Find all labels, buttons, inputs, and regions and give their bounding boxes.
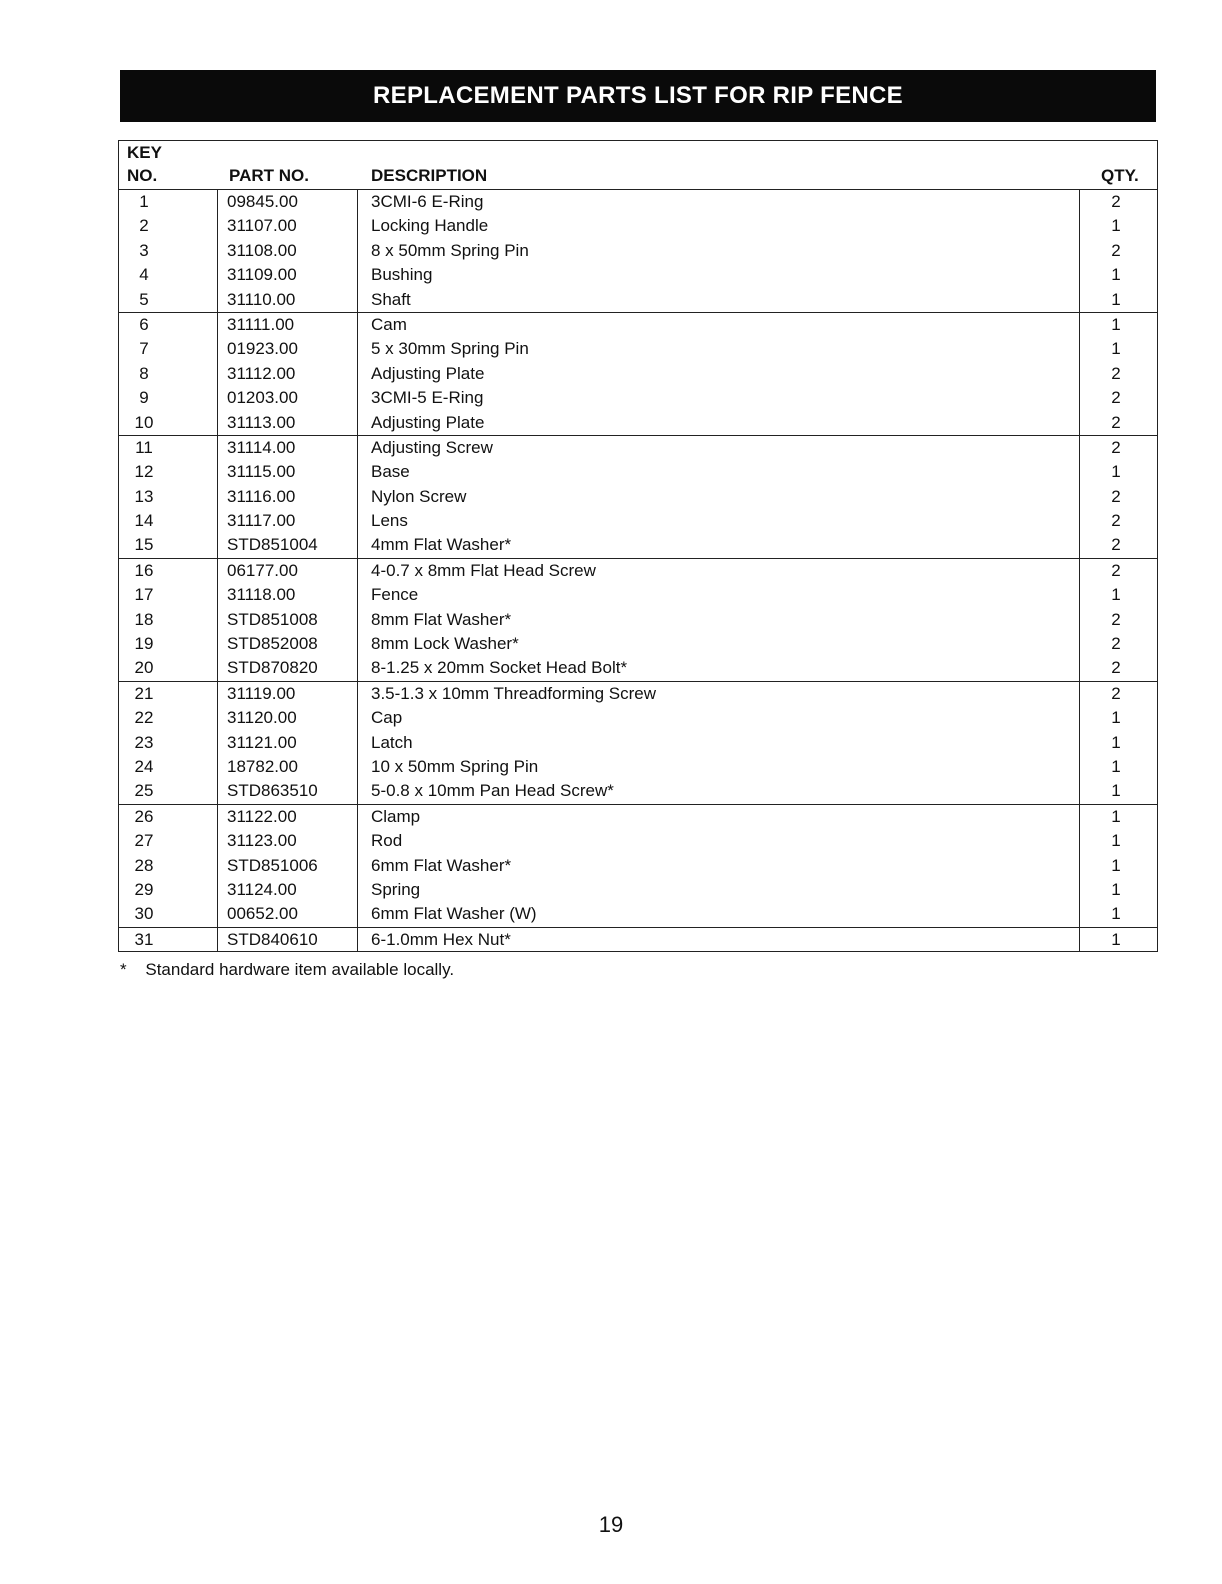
key-number: 12: [134, 462, 154, 482]
table-row: [119, 288, 1157, 312]
part-description: 3CMI-5 E-Ring: [371, 388, 484, 408]
key-number: 5: [139, 289, 149, 309]
key-number: 10: [134, 412, 154, 432]
key-number: 13: [134, 486, 154, 506]
part-quantity: 1: [1111, 831, 1121, 851]
header-qty: QTY.: [1101, 166, 1139, 185]
footnote: [120, 960, 454, 980]
header-key: KEY: [127, 143, 162, 162]
part-description: 8mm Flat Washer*: [371, 609, 512, 629]
table-row: [119, 854, 1157, 878]
part-number: 31111.00: [227, 314, 295, 334]
part-description: Latch: [371, 732, 413, 752]
part-description: 5 x 30mm Spring Pin: [371, 339, 529, 359]
part-number: STD851008: [227, 609, 318, 629]
table-row: [119, 263, 1157, 287]
part-quantity: 1: [1111, 289, 1121, 309]
part-description: Cap: [371, 708, 403, 728]
part-quantity: 2: [1111, 560, 1121, 580]
part-description: 8 x 50mm Spring Pin: [371, 240, 529, 260]
part-quantity: 2: [1111, 388, 1121, 408]
key-number: 15: [134, 535, 154, 555]
part-quantity: 2: [1111, 412, 1121, 432]
part-quantity: 2: [1111, 658, 1121, 678]
part-quantity: 2: [1111, 240, 1121, 260]
part-number: 31110.00: [227, 289, 296, 309]
footnote-text: Standard hardware item available locally.: [145, 960, 455, 979]
part-number: STD852008: [227, 634, 318, 654]
part-number: 31118.00: [227, 585, 296, 605]
part-quantity: 1: [1111, 756, 1121, 776]
table-row: [119, 558, 1157, 583]
part-number: 06177.00: [227, 560, 298, 580]
table-row: [119, 386, 1157, 410]
table-row: [119, 632, 1157, 656]
part-number: 09845.00: [227, 192, 298, 211]
part-description: Cam: [371, 314, 407, 334]
key-number: 11: [135, 437, 153, 457]
table-row: [119, 927, 1157, 952]
table-row: [119, 731, 1157, 755]
part-quantity: 1: [1111, 781, 1121, 801]
part-quantity: 2: [1111, 511, 1121, 531]
part-description: 4mm Flat Washer*: [371, 535, 512, 555]
part-quantity: 1: [1111, 879, 1121, 899]
table-row: [119, 755, 1157, 779]
key-number: 19: [134, 634, 154, 654]
table-row: [119, 509, 1157, 533]
key-number: 28: [134, 855, 154, 875]
part-quantity: 2: [1111, 609, 1121, 629]
part-quantity: 1: [1111, 265, 1121, 285]
table-row: [119, 706, 1157, 730]
key-number: 2: [139, 216, 149, 236]
table-row: [119, 485, 1157, 509]
part-description: Rod: [371, 831, 403, 851]
part-description: 10 x 50mm Spring Pin: [371, 756, 539, 776]
table-row: [119, 190, 1157, 214]
part-description: 6-1.0mm Hex Nut*: [371, 929, 511, 949]
part-description: Clamp: [371, 806, 421, 826]
part-description: Lens: [371, 511, 408, 531]
table-bottom-rule: [119, 951, 1157, 952]
part-number: 31122.00: [227, 806, 297, 826]
key-number: 20: [134, 658, 154, 678]
part-quantity: 2: [1111, 535, 1121, 555]
part-description: 8mm Lock Washer*: [371, 634, 519, 654]
page-number: 19: [598, 1512, 624, 1537]
part-number: 31116.00: [227, 486, 296, 506]
part-number: STD851006: [227, 855, 318, 875]
part-description: 3.5-1.3 x 10mm Threadforming Screw: [371, 683, 657, 703]
key-number: 22: [134, 708, 154, 728]
table-row: [119, 337, 1157, 361]
part-description: 3CMI-6 E-Ring: [371, 192, 484, 211]
part-description: Nylon Screw: [371, 486, 467, 506]
key-number: 3: [139, 240, 149, 260]
part-number: 31123.00: [227, 831, 297, 851]
column-divider: [1079, 189, 1080, 952]
part-description: 8-1.25 x 20mm Socket Head Bolt*: [371, 658, 628, 678]
part-quantity: 1: [1111, 585, 1121, 605]
part-number: STD851004: [227, 535, 318, 555]
part-description: Adjusting Plate: [371, 412, 485, 432]
table-row: [119, 460, 1157, 484]
part-number: 31109.00: [227, 265, 297, 285]
part-number: 31112.00: [227, 363, 296, 383]
table-row: [119, 878, 1157, 902]
table-row: [119, 411, 1157, 435]
part-quantity: 1: [1111, 216, 1121, 236]
key-number: 25: [134, 781, 154, 801]
part-quantity: 2: [1111, 437, 1121, 457]
part-number: 31108.00: [227, 240, 297, 260]
part-quantity: 2: [1111, 683, 1121, 703]
part-number: 31119.00: [227, 683, 296, 703]
table-row: [119, 804, 1157, 829]
column-divider: [357, 189, 358, 952]
key-number: 6: [139, 314, 149, 334]
table-row: [119, 214, 1157, 238]
table-row: [119, 902, 1157, 926]
part-description: Spring: [371, 879, 421, 899]
part-description: Base: [371, 462, 410, 482]
key-number: 30: [134, 904, 154, 924]
table-row: [119, 362, 1157, 386]
part-number: 01923.00: [227, 339, 298, 359]
part-quantity: 2: [1111, 192, 1121, 211]
table-row: [119, 656, 1157, 680]
part-quantity: 1: [1111, 708, 1121, 728]
table-row: [119, 435, 1157, 460]
part-number: 31124.00: [227, 879, 297, 899]
page-title: REPLACEMENT PARTS LIST FOR RIP FENCE: [120, 70, 1156, 122]
part-description: 5-0.8 x 10mm Pan Head Screw*: [371, 781, 614, 801]
key-number: 9: [139, 388, 149, 408]
header-part-no: PART NO.: [229, 166, 309, 185]
part-quantity: 1: [1111, 732, 1121, 752]
key-number: 7: [139, 339, 149, 359]
part-number: 31117.00: [227, 511, 296, 531]
part-quantity: 1: [1111, 339, 1121, 359]
part-description: Bushing: [371, 265, 433, 285]
part-description: Adjusting Screw: [371, 437, 493, 457]
part-number: STD870820: [227, 658, 318, 678]
part-number: 00652.00: [227, 904, 298, 924]
part-number: STD840610: [227, 929, 318, 949]
key-number: 4: [139, 265, 149, 285]
parts-table: [118, 140, 1158, 952]
key-number: 1: [139, 192, 149, 211]
key-number: 29: [134, 879, 154, 899]
table-row: [119, 583, 1157, 607]
part-quantity: 1: [1111, 314, 1121, 334]
part-number: 31114.00: [227, 437, 296, 457]
table-row: [119, 779, 1157, 803]
key-number: 14: [134, 511, 154, 531]
part-number: 01203.00: [227, 388, 298, 408]
key-number: 16: [134, 560, 154, 580]
part-quantity: 1: [1111, 462, 1121, 482]
table-row: [119, 608, 1157, 632]
table-header: [119, 141, 1157, 190]
key-number: 31: [134, 929, 154, 949]
part-quantity: 1: [1111, 855, 1121, 875]
part-number: 18782.00: [227, 756, 298, 776]
key-number: 8: [139, 363, 149, 383]
part-description: 4-0.7 x 8mm Flat Head Screw: [371, 560, 596, 580]
part-quantity: 1: [1111, 929, 1121, 949]
part-quantity: 1: [1111, 904, 1121, 924]
table-row: [119, 681, 1157, 706]
part-number: STD863510: [227, 781, 318, 801]
part-description: 6mm Flat Washer*: [371, 855, 512, 875]
part-quantity: 2: [1111, 363, 1121, 383]
table-body: [119, 190, 1157, 952]
part-number: 31113.00: [227, 412, 296, 432]
part-number: 31107.00: [227, 216, 297, 236]
key-number: 24: [134, 756, 154, 776]
header-no: NO.: [127, 166, 158, 185]
table-row: [119, 239, 1157, 263]
header-description: DESCRIPTION: [371, 166, 488, 185]
part-number: 31115.00: [227, 462, 296, 482]
key-number: 18: [134, 609, 154, 629]
column-divider: [217, 189, 218, 952]
part-description: Adjusting Plate: [371, 363, 485, 383]
key-number: 27: [134, 831, 154, 851]
part-description: Fence: [371, 585, 419, 605]
key-number: 26: [134, 806, 154, 826]
table-row: [119, 533, 1157, 557]
part-description: 6mm Flat Washer (W): [371, 904, 537, 924]
part-quantity: 2: [1111, 486, 1121, 506]
part-number: 31120.00: [227, 708, 297, 728]
table-row: [119, 829, 1157, 853]
footnote-marker: *: [120, 960, 127, 979]
part-quantity: 1: [1111, 806, 1121, 826]
key-number: 21: [134, 683, 154, 703]
part-description: Locking Handle: [371, 216, 489, 236]
part-description: Shaft: [371, 289, 411, 309]
key-number: 23: [134, 732, 154, 752]
table-row: [119, 312, 1157, 337]
key-number: 17: [134, 585, 154, 605]
part-quantity: 2: [1111, 634, 1121, 654]
part-number: 31121.00: [227, 732, 297, 752]
